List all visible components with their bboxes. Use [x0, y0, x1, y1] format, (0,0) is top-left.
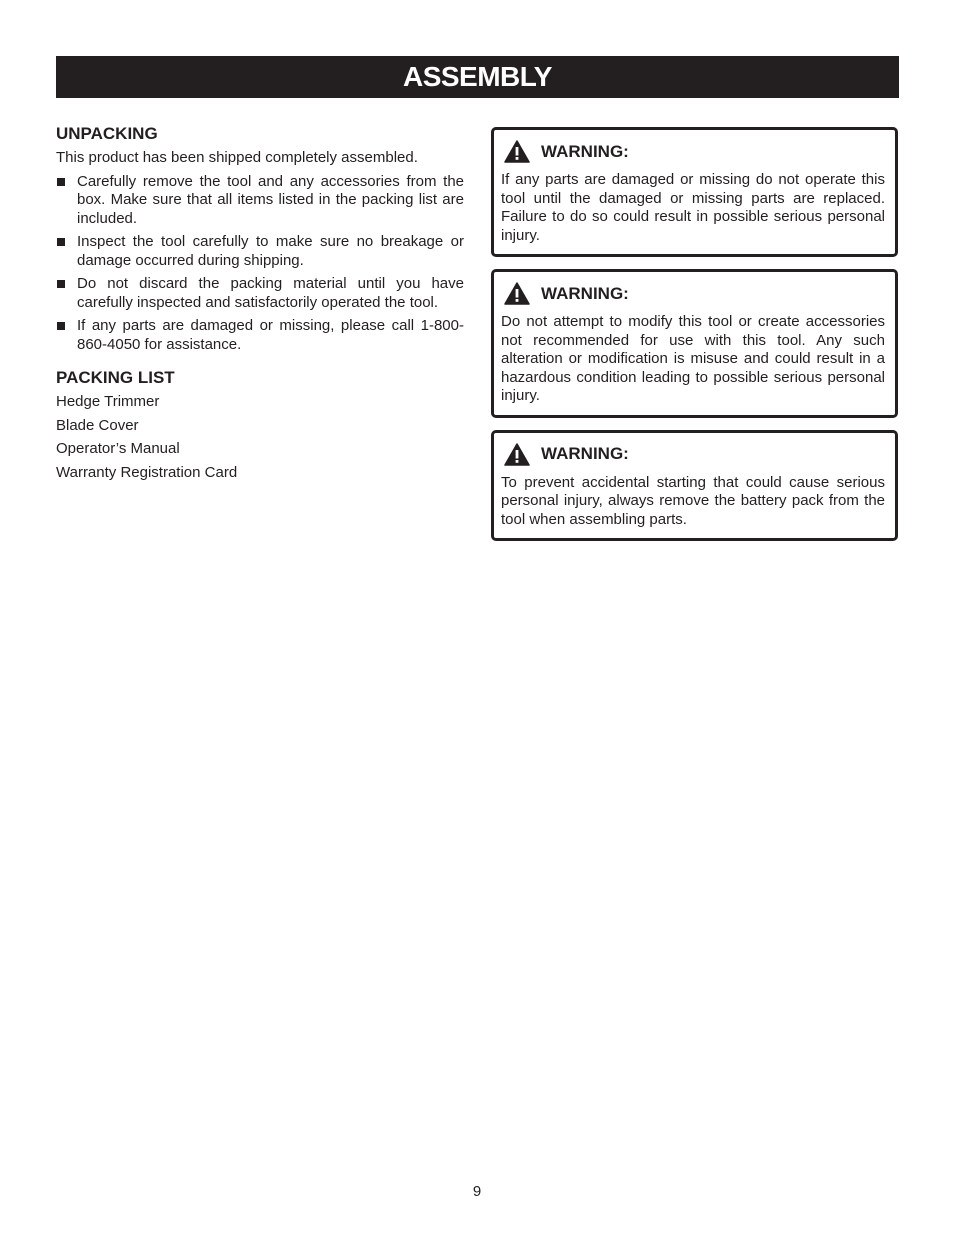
warning-triangle-icon — [504, 443, 530, 466]
section-header-bar — [56, 56, 899, 98]
warning-header — [504, 140, 885, 163]
warning-header — [504, 443, 885, 466]
packing-list-item: Blade Cover — [56, 416, 139, 434]
warning-box-damaged-parts — [491, 127, 898, 257]
warning-header — [504, 282, 885, 305]
unpacking-heading: UNPACKING — [56, 124, 158, 143]
packing-list-item: Hedge Trimmer — [56, 393, 160, 410]
square-bullet-icon — [57, 178, 65, 186]
packing-list-item: Warranty Registration Card — [56, 463, 238, 481]
warning-box-modification — [491, 269, 898, 418]
warning-text: Do not attempt to modify this tool or create accessories not recommended for use with this tool. Any such alteration or modification is misuse and could result in a hazardous condition leading to possible serious personal injury. — [501, 313, 885, 404]
unpacking-intro: This product has been shipped completely assembled. — [56, 149, 418, 166]
page-number: 9 — [472, 1183, 482, 1200]
packing-list-item: Operator’s Manual — [56, 440, 180, 457]
left-column — [56, 124, 464, 487]
square-bullet-icon — [57, 322, 65, 330]
bullet-text: If any parts are damaged or missing, please call 1-800-860-4050 for assistance. — [77, 317, 464, 353]
warning-text: To prevent accidental starting that could cause serious personal injury, always remove the battery pack from the tool when assembling parts. — [501, 473, 885, 528]
warning-label: WARNING: — [541, 444, 629, 463]
page-title: ASSEMBLY — [402, 61, 552, 92]
list-item — [56, 317, 464, 354]
list-item — [56, 173, 464, 229]
square-bullet-icon — [57, 280, 65, 288]
warning-text: If any parts are damaged or missing do not operate this tool until the damaged or missing parts are replaced. Failure to do so could result in possible serious personal injury. — [501, 171, 885, 244]
warning-triangle-icon — [504, 140, 530, 163]
warning-box-battery — [491, 430, 898, 542]
packing-list-heading: PACKING LIST — [56, 368, 175, 387]
bullet-text: Carefully remove the tool and any accessories from the box. Make sure that all items listed in the packing list are included. — [77, 172, 464, 227]
list-item — [56, 275, 464, 312]
list-item — [56, 233, 464, 270]
warning-label: WARNING: — [541, 283, 629, 303]
unpacking-bullet-list — [56, 173, 464, 355]
square-bullet-icon — [57, 238, 65, 246]
warning-triangle-icon — [504, 282, 530, 305]
right-column — [491, 127, 898, 553]
bullet-text: Do not discard the packing material until you have carefully inspected and satisfactorily operated the tool. — [77, 275, 464, 311]
bullet-text: Inspect the tool carefully to make sure no breakage or damage occurred during shipping. — [77, 233, 464, 269]
warning-label: WARNING: — [541, 141, 629, 161]
